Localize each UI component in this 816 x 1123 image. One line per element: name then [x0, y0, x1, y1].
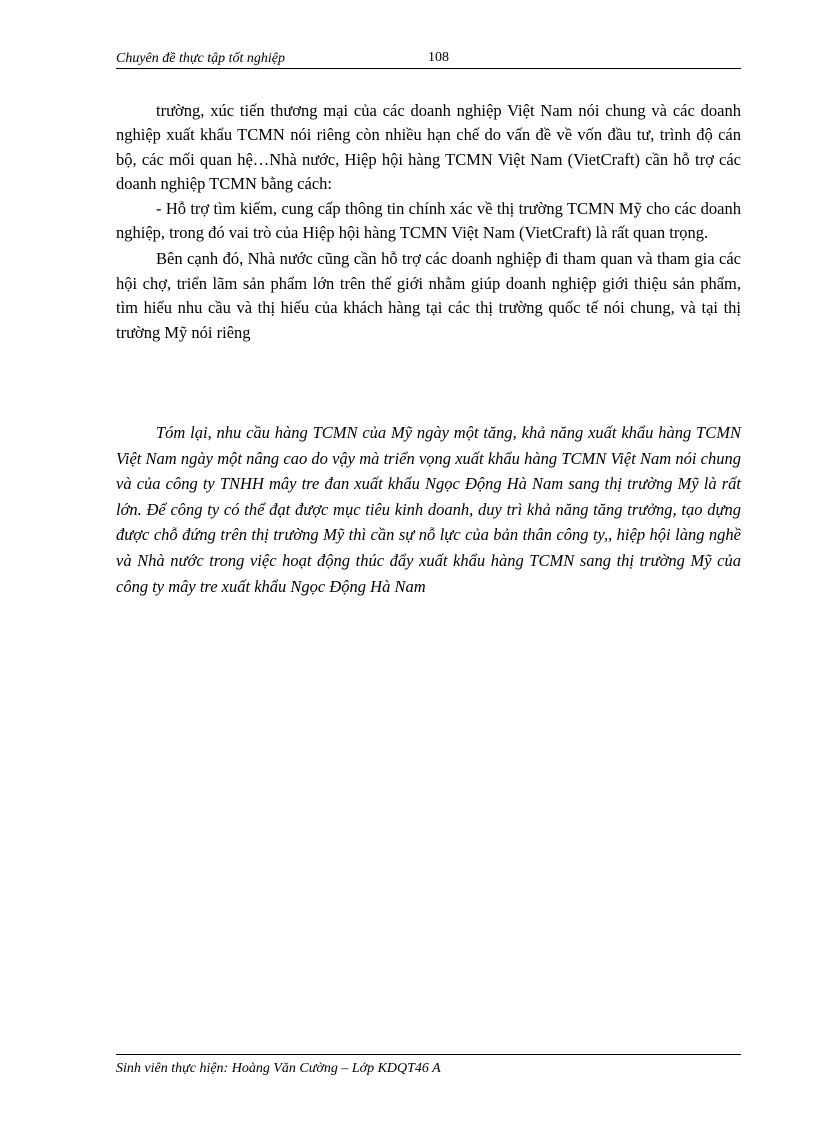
page-footer [116, 1054, 741, 1077]
body-text [116, 99, 741, 345]
paragraph-3: Bên cạnh đó, Nhà nước cũng cần hỗ trợ các doanh nghiệp đi tham quan và tham gia các hội chợ, triển lãm sản phẩm lớn trên thế giới nhằm giúp doanh nghiệp giới thiệu sản phẩm, tìm hiểu nhu cầu và thị hiếu của khách hàng tại các thị trường quốc tế nói chung, và tại thị trường Mỹ nói riêng [116, 249, 741, 342]
document-title: Chuyên đề thực tập tốt nghiệp [116, 51, 285, 66]
page-number: 108 [428, 50, 449, 65]
conclusion-section [116, 420, 741, 599]
author-line: Sinh viên thực hiện: Hoàng Văn Cường – Lớp KDQT46 A [116, 1061, 441, 1076]
conclusion-paragraph: Tóm lại, nhu cầu hàng TCMN của Mỹ ngày một tăng, khả năng xuất khẩu hàng TCMN Việt Nam ngày một nâng cao do vậy mà triển vọng xuất khẩu hàng TCMN Việt Nam nói chung và của công ty TNHH mây tre đan xuất khẩu Ngọc Động Hà Nam sang thị trường Mỹ là rất lớn. Để công ty có thể đạt được mục tiêu kinh doanh, duy trì khả năng tăng trưởng, tạo dựng được chỗ đứng trên thị trường Mỹ thì cần sự nỗ lực của bản thân công ty,, hiệp hội làng nghề và Nhà nước trong việc hoạt động thúc đẩy xuất khẩu hàng TCMN sang thị trường Mỹ của công ty mây tre xuất khẩu Ngọc Động Hà Nam [116, 423, 741, 596]
paragraph-2: - Hỗ trợ tìm kiếm, cung cấp thông tin chính xác về thị trường TCMN Mỹ cho các doanh nghiệp, trong đó vai trò của Hiệp hội hàng TCMN Việt Nam (VietCraft) là rất quan trọng. [116, 198, 741, 243]
paragraph-1: trường, xúc tiến thương mại của các doanh nghiệp Việt Nam nói chung và các doanh nghiệp xuất khẩu TCMN nói riêng còn nhiều hạn chế do vấn đề về vốn đầu tư, trình độ cán bộ, các mối quan hệ…Nhà nước, Hiệp hội hàng TCMN Việt Nam (VietCraft) cần hỗ trợ các doanh nghiệp TCMN bằng cách: [116, 101, 741, 194]
page-header [116, 50, 741, 69]
